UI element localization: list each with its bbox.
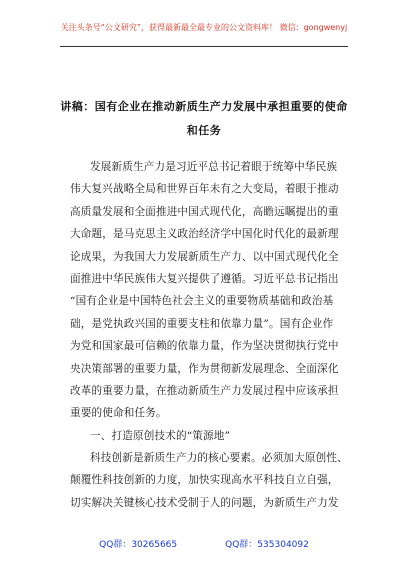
- document-body: [70, 156, 352, 514]
- qq-group-1: QQ群：30265665: [99, 540, 178, 550]
- header-notice: 关注头条号“公文研究”，获得最新最全最专业的公文资料库！ 微信：gongwenyj: [60, 23, 348, 32]
- paragraph-line: 发展新质生产力是习近平总书记着眼于统筹中华民族: [90, 161, 338, 173]
- header-divider: [60, 46, 348, 47]
- paragraph-line: 础，是党执政兴国的重要支柱和依靠力量”。国有企业作: [70, 317, 334, 330]
- paragraph-line: 切实解决关键核心技术受制于人的问题，为新质生产力发: [70, 496, 339, 509]
- document-title: 讲稿：国有企业在推动新质生产力发展中承担重要的使命: [60, 100, 348, 113]
- paragraph-line: 伟大复兴战略全局和世界百年未有之大变局，着眼于推动: [70, 183, 339, 196]
- paragraph-line: 央决策部署的重要力量，作为贯彻新发展理念、全面深化: [70, 362, 339, 375]
- paragraph-line: 为党和国家最可信赖的依靠力量，作为坚决贯彻执行党中: [70, 340, 339, 353]
- paragraph-line: “国有企业是中国特色社会主义的重要物质基础和政治基: [70, 295, 334, 308]
- paragraph-line: 面推进中华民族伟大复兴提供了遵循。习近平总书记指出: [70, 272, 339, 285]
- paragraph-line: 论成果，为我国大力发展新质生产力、以中国式现代化全: [70, 250, 339, 263]
- footer-contacts: [0, 537, 408, 550]
- paragraph-line: 大命题，是马克思主义政治经济学中国化时代化的最新理: [70, 228, 339, 241]
- document-title-continued: 和任务: [186, 124, 222, 137]
- paragraph-line: 改革的重要力量，在推动新质生产力发展过程中应该承担: [70, 384, 339, 397]
- paragraph-line: 科技创新是新质生产力的核心要素。必须加大原创性、: [90, 452, 348, 465]
- section-heading: 一、打造原创技术的“策源地”: [90, 429, 231, 442]
- paragraph-line: 重要的使命和任务。: [70, 407, 167, 420]
- paragraph-line: 颠覆性科技创新的力度，加快实现高水平科技自立自强，: [70, 474, 339, 487]
- qq-group-2: QQ群：535304092: [225, 540, 309, 550]
- paragraph-line: 高质量发展和全面推进中国式现代化，高瞻远瞩提出的重: [70, 205, 339, 218]
